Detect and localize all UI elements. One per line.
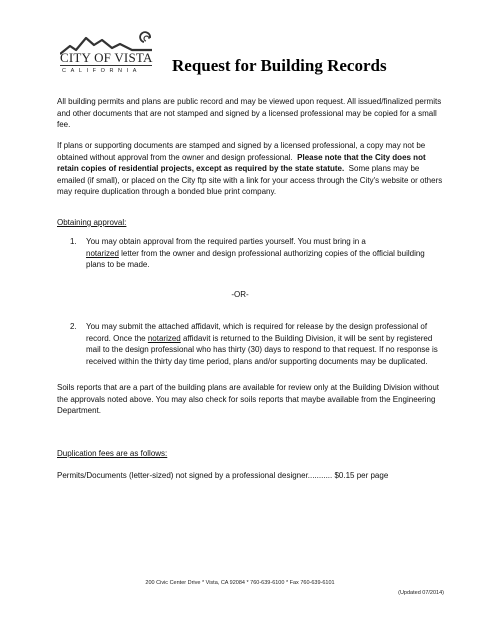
city-logo <box>60 28 160 80</box>
list-text-2: You may submit the attached affidavit, which is required for release by the design professional of record. Once the notarized affidavit is returned to the Building Division, it will be sent by registered mail to the design professional who has thirty (30) days to respond to that request. If no response is received within the thirty day time period, plans and/or supporting documents may be duplicated. <box>86 322 438 366</box>
footer-address: 200 Civic Center Drive * Vista, CA 92084 * 760-639-6100 * Fax 760-639-6101 <box>145 580 335 586</box>
stamped-text-1: If plans or supporting documents are stamped and signed by a licensed professional, a copy may not be obtained without approval from the owner and design professional. <box>57 141 426 162</box>
list-text-1: You may obtain approval from the required parties yourself. You must bring in a notarized letter from the owner and design professional authorizing copies of the official building plans to be made. <box>86 237 425 269</box>
fees-line: Permits/Documents (letter-sized) not signed by a professional designer........... $0.15 per page <box>57 471 389 480</box>
logo-divider <box>60 65 152 66</box>
page-title: Request for Building Records <box>172 56 387 75</box>
stamped-text-2: Some plans may be emailed (if small), or placed on the City ftp site with a link for your access through the City's website or others may require duplication through a bonded blue print company. <box>57 164 443 196</box>
stamped-paragraph <box>57 140 449 198</box>
updated-date: (Updated 07/2014) <box>398 590 444 596</box>
intro-paragraph: All building permits and plans are public record and may be viewed upon request. All issued/finalized permits and other documents that are not stamped and signed by a licensed professional may be copied for a small fee. <box>57 97 442 129</box>
soils-paragraph: Soils reports that are a part of the building plans are available for review only at the Building Division without the approvals noted above. You may also check for soils reports that maybe available from the Engineering Department. <box>57 383 439 415</box>
notarized-text-1: notarized <box>86 248 119 258</box>
notarized-text-2: notarized <box>147 333 181 343</box>
fees-heading: Duplication fees are as follows: <box>57 449 168 458</box>
stamped-note-bold: Please note that the City does not retain copies of residential projects, except as required by the state statute. <box>57 152 426 173</box>
or-separator: -OR- <box>231 290 249 299</box>
logo-state-text: CALIFORNIA <box>62 68 142 74</box>
obtaining-heading: Obtaining approval: <box>57 218 127 227</box>
list-number-1: 1. <box>70 237 77 246</box>
list-number-2: 2. <box>70 322 77 331</box>
logo-city-text: CITY OF VISTA <box>60 50 153 65</box>
